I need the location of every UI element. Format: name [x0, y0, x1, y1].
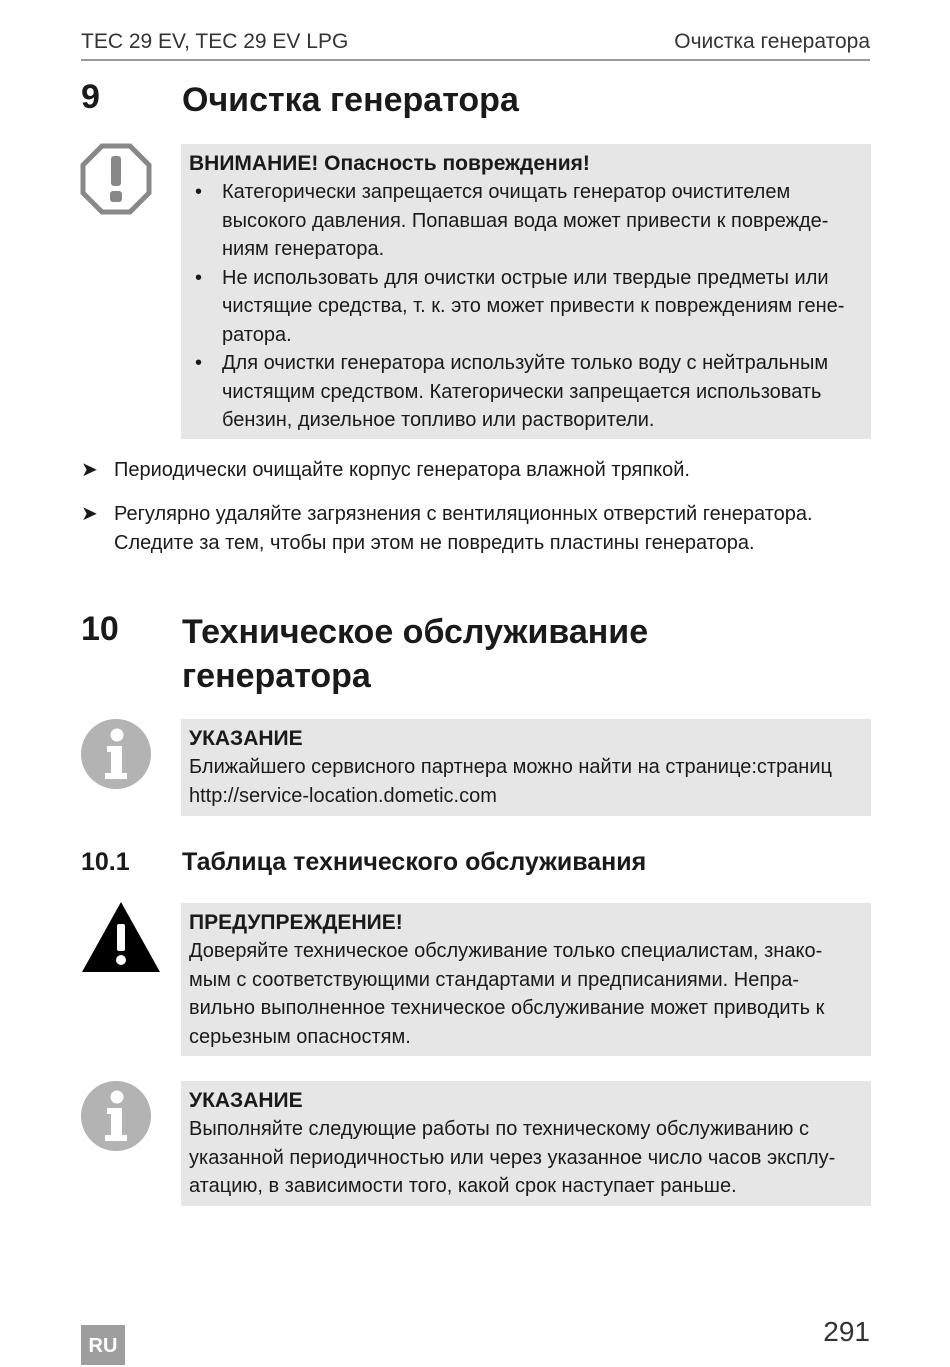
step-item: ➤ Периодически очищайте корпус генератора влажной тряпкой.	[81, 456, 870, 485]
bullet-icon: •	[195, 266, 203, 289]
list-item: • Для очистки генератора используйте только воду с нейтральным чистящим средством. Категорически запрещается использовать бензин, дизельное топливо или растворители.	[189, 349, 863, 435]
service-link[interactable]: http://service-location.dometic.com	[189, 784, 497, 807]
bullet-icon: •	[195, 352, 203, 374]
list-item: • Не использовать для очистки острые или твердые предметы или чистящие средства, т. к. это может привести к повреждениям гене- ратора.	[189, 264, 863, 350]
caution-box	[181, 144, 871, 439]
section-9-number: 9	[81, 78, 100, 116]
note-line: атацию, в зависимости того, какой срок наступает раньше.	[189, 1175, 737, 1197]
note-line: Выполняйте следующие работы по техническому обслуживанию с	[189, 1118, 809, 1140]
note-title: УКАЗАНИЕ	[189, 1089, 303, 1112]
caution-octagon-icon	[80, 143, 152, 220]
caution-title: ВНИМАНИЕ! Опасность повреждения!	[189, 152, 590, 175]
note-box	[181, 1081, 871, 1206]
warning-line: вильно выполненное техническое обслуживание может приводить к	[189, 997, 825, 1019]
warning-line: Доверяйте техническое обслуживание только специалистам, знако-	[189, 940, 823, 962]
section-10-1-title: Таблица технического обслуживания	[182, 848, 647, 876]
warning-line: мым с соответствующими стандартами и предписаниями. Непра-	[189, 968, 800, 991]
info-icon	[80, 1080, 152, 1157]
warning-line: серьезным опасностям.	[189, 1025, 411, 1048]
section-9-title: Очистка генератора	[182, 81, 519, 119]
caution-bullet-list	[189, 178, 863, 435]
note-box	[181, 719, 871, 816]
step-item: ➤ Регулярно удаляйте загрязнения с вентиляционных отверстий генератора. Следите за тем, чтобы при этом не повредить пластины генератора.	[81, 500, 870, 558]
list-item: • Категорически запрещается очищать генератор очистителем высокого давления. Попавшая вода может привести к поврежде- ниям генератора.	[189, 178, 863, 264]
note-line: Ближайшего сервисного партнера можно найти на странице:страниц	[189, 756, 832, 778]
bullet-icon: •	[195, 181, 203, 203]
section-10-title: Техническое обслуживание генератора	[182, 613, 649, 695]
language-badge: RU	[81, 1325, 125, 1365]
page-number: 291	[823, 1316, 870, 1347]
arrow-right-icon: ➤	[81, 459, 98, 481]
note-title: УКАЗАНИЕ	[189, 727, 303, 750]
section-10-number: 10	[81, 610, 119, 648]
header-rule	[81, 59, 870, 61]
header-section: Очистка генератора	[674, 30, 870, 53]
warning-box	[181, 903, 871, 1056]
note-line: указанной периодичностью или через указанное число часов эксплу-	[189, 1146, 836, 1169]
header-model: TEC 29 EV, TEC 29 EV LPG	[81, 30, 349, 53]
info-icon	[80, 718, 152, 795]
section-10-1-number: 10.1	[81, 848, 130, 876]
arrow-right-icon: ➤	[81, 503, 98, 525]
warning-title: ПРЕДУПРЕЖДЕНИЕ!	[189, 911, 403, 934]
warning-triangle-icon	[80, 900, 162, 979]
